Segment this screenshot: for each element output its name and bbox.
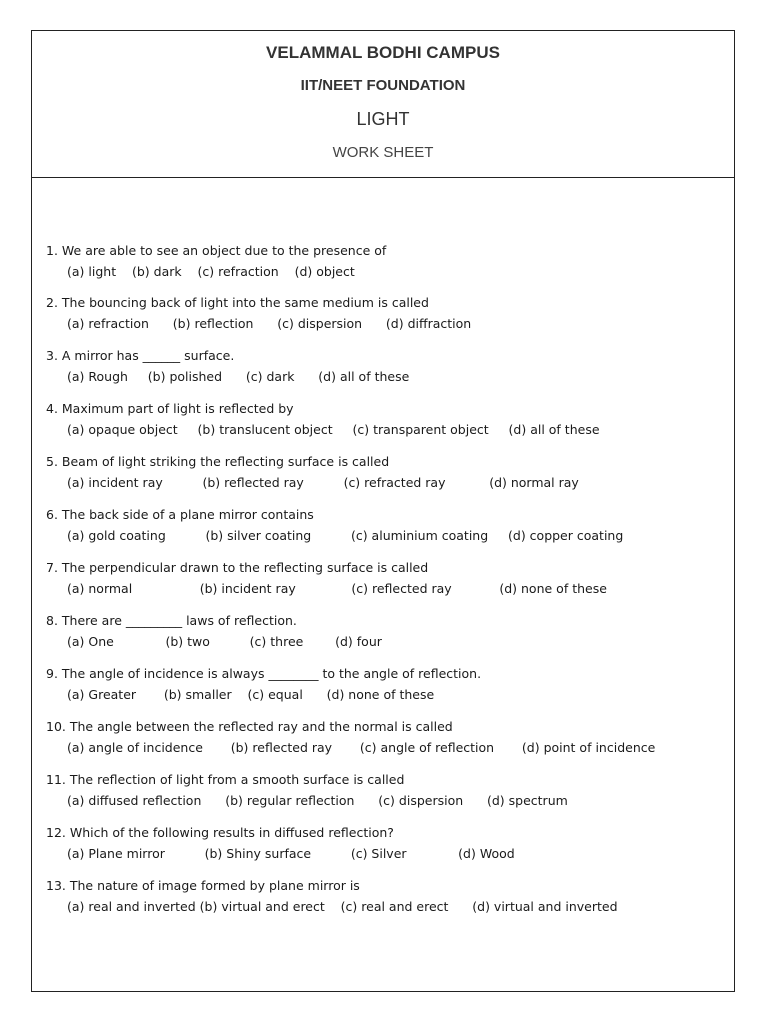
question-text: 3. A mirror has ______ surface.: [46, 348, 235, 363]
question-options: (a) real and inverted (b) virtual and erect (c) real and erect (d) virtual and inverted: [67, 899, 618, 914]
question-text: 9. The angle of incidence is always ________ to the angle of reflection.: [46, 666, 482, 681]
question-3: [46, 346, 409, 387]
question-options: (a) Rough (b) polished (c) dark (d) all of these: [67, 369, 410, 384]
school-name: VELAMMAL BODHI CAMPUS: [266, 43, 500, 62]
question-text: 10. The angle between the reflected ray and the normal is called: [46, 719, 453, 734]
question-options: (a) angle of incidence (b) reflected ray (c) angle of reflection (d) point of incidence: [67, 740, 656, 755]
question-10: [46, 717, 655, 758]
question-text: 4. Maximum part of light is reflected by: [46, 401, 294, 416]
course-name: IIT/NEET FOUNDATION: [300, 77, 466, 94]
question-6: [46, 505, 623, 546]
question-12: [46, 823, 515, 864]
question-text: 2. The bouncing back of light into the same medium is called: [46, 295, 429, 310]
question-text: 7. The perpendicular drawn to the reflecting surface is called: [46, 560, 429, 575]
question-text: 13. The nature of image formed by plane mirror is: [46, 878, 360, 893]
question-options: (a) opaque object (b) translucent object (c) transparent object (d) all of these: [67, 422, 600, 437]
question-options: (a) incident ray (b) reflected ray (c) refracted ray (d) normal ray: [67, 475, 579, 490]
question-1: [46, 241, 386, 282]
question-options: (a) normal (b) incident ray (c) reflected ray (d) none of these: [67, 581, 607, 596]
question-text: 11. The reflection of light from a smooth surface is called: [46, 772, 405, 787]
question-options: (a) light (b) dark (c) refraction (d) object: [67, 264, 355, 279]
question-options: (a) refraction (b) reflection (c) dispersion (d) diffraction: [67, 316, 472, 331]
question-options: (a) One (b) two (c) three (d) four: [67, 634, 382, 649]
question-options: (a) diffused reflection (b) regular reflection (c) dispersion (d) spectrum: [67, 793, 568, 808]
sheet-type: WORK SHEET: [332, 144, 434, 161]
worksheet-header: [32, 31, 734, 178]
question-text: 5. Beam of light striking the reflecting surface is called: [46, 454, 390, 469]
question-5: [46, 452, 579, 493]
question-7: [46, 558, 607, 599]
subject-title: LIGHT: [356, 109, 410, 129]
question-11: [46, 770, 568, 811]
question-4: [46, 399, 600, 440]
question-8: [46, 611, 382, 652]
question-text: 12. Which of the following results in diffused reflection?: [46, 825, 394, 840]
question-text: 1. We are able to see an object due to the presence of: [46, 243, 387, 258]
question-options: (a) gold coating (b) silver coating (c) aluminium coating (d) copper coating: [67, 528, 624, 543]
question-13: [46, 876, 618, 917]
question-options: (a) Plane mirror (b) Shiny surface (c) Silver (d) Wood: [67, 846, 515, 861]
question-9: [46, 664, 481, 705]
question-text: 8. There are _________ laws of reflection.: [46, 613, 297, 628]
question-2: [46, 293, 471, 334]
question-options: (a) Greater (b) smaller (c) equal (d) none of these: [67, 687, 435, 702]
question-text: 6. The back side of a plane mirror contains: [46, 507, 314, 522]
